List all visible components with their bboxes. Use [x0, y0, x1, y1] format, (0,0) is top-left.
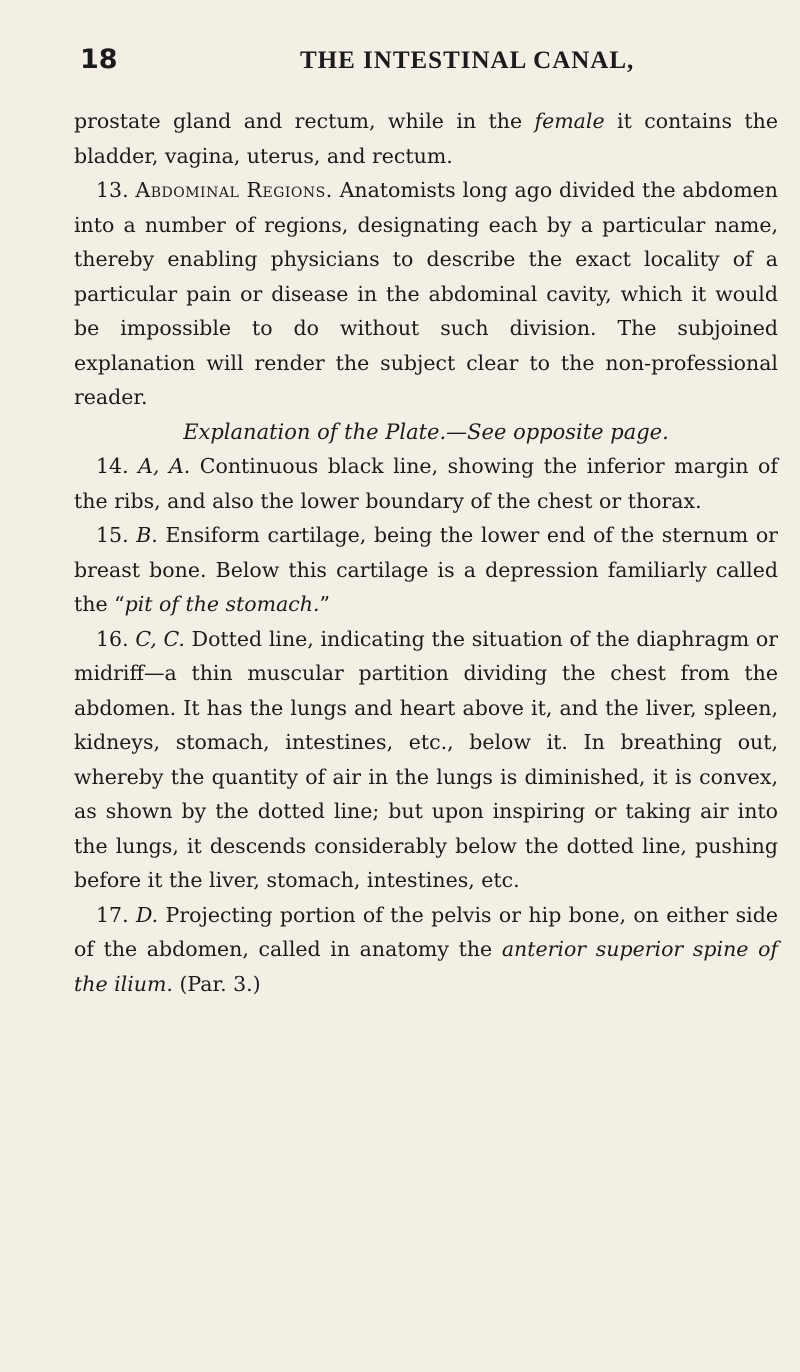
para-17-number: 17. [96, 902, 129, 927]
para-14-text: Continuous black line, showing the inferior margin of the ribs, and also the lower boundary of the chest or thorax. [74, 454, 778, 513]
para-15-number: 15. [96, 523, 129, 547]
paragraph-16 [74, 622, 778, 898]
para-17-text-end: (Par. 3.) [172, 971, 261, 996]
para-15-text-end: ” [319, 592, 330, 616]
running-head: THE INTESTINAL CANAL, [300, 47, 635, 74]
page-number: 18 [80, 44, 118, 75]
para-13-number: 13. [96, 178, 129, 202]
para-continued-italic: female [534, 109, 605, 133]
para-15-italic: pit of the stomach. [124, 592, 320, 616]
para-17-letters: D. [135, 902, 159, 927]
para-14-number: 14. [96, 454, 129, 478]
para-16-letters: C, C. [135, 626, 185, 651]
para-13-text: Anatomists long ago divided the abdomen into a number of regions, designating each by a particular name, thereby enabling physicians to describe the exact locality of a particular pain or disease in the abdominal cavity, which it would be impossible to do without such division. The subjoined explanation will render the subject clear to the non-professional reader. [74, 178, 778, 409]
paragraph-13 [74, 173, 778, 415]
para-16-number: 16. [96, 626, 129, 651]
para-14-letters: A, A. [138, 454, 191, 478]
body-text [74, 104, 778, 1001]
para-17-text: Projecting portion of the pelvis or hip bone, on either side of the abdomen, called in anatomy the [74, 902, 778, 961]
para-15-text: Ensiform cartilage, being the lower end of the sternum or breast bone. Below this cartilage is a depression familiarly called the “ [74, 523, 778, 616]
plate-caption: Explanation of the Plate.—See opposite page. [183, 419, 669, 444]
para-16-text: Dotted line, indicating the situation of the diaphragm or midriff—a thin muscular partition dividing the chest from the abdomen. It has the lungs and heart above it, and the liver, spleen, kidneys, stomach, intestines, etc., below it. In breathing out, whereby the quantity of air in the lungs is diminished, it is convex, as shown by the dotted line; but upon inspiring or taking air into the lungs, it descends considerably below the dotted line, pushing before it the liver, stomach, intestines, etc. [74, 626, 778, 892]
para-continued-text-a: prostate gland and rectum, while in the [74, 109, 535, 133]
para-continued-text-b: it contains the bladder, vagina, uterus, and rectum. [74, 109, 779, 168]
para-15-letters: B. [136, 523, 158, 547]
page-header [74, 0, 778, 75]
para-17-italic: anterior superior spine of the ilium. [74, 937, 778, 996]
paragraph-14 [74, 449, 778, 518]
para-13-heading: Abdominal Regions. [135, 178, 333, 202]
paragraph-continued [74, 104, 778, 173]
paragraph-15 [74, 518, 778, 622]
paragraph-17 [74, 898, 778, 1002]
